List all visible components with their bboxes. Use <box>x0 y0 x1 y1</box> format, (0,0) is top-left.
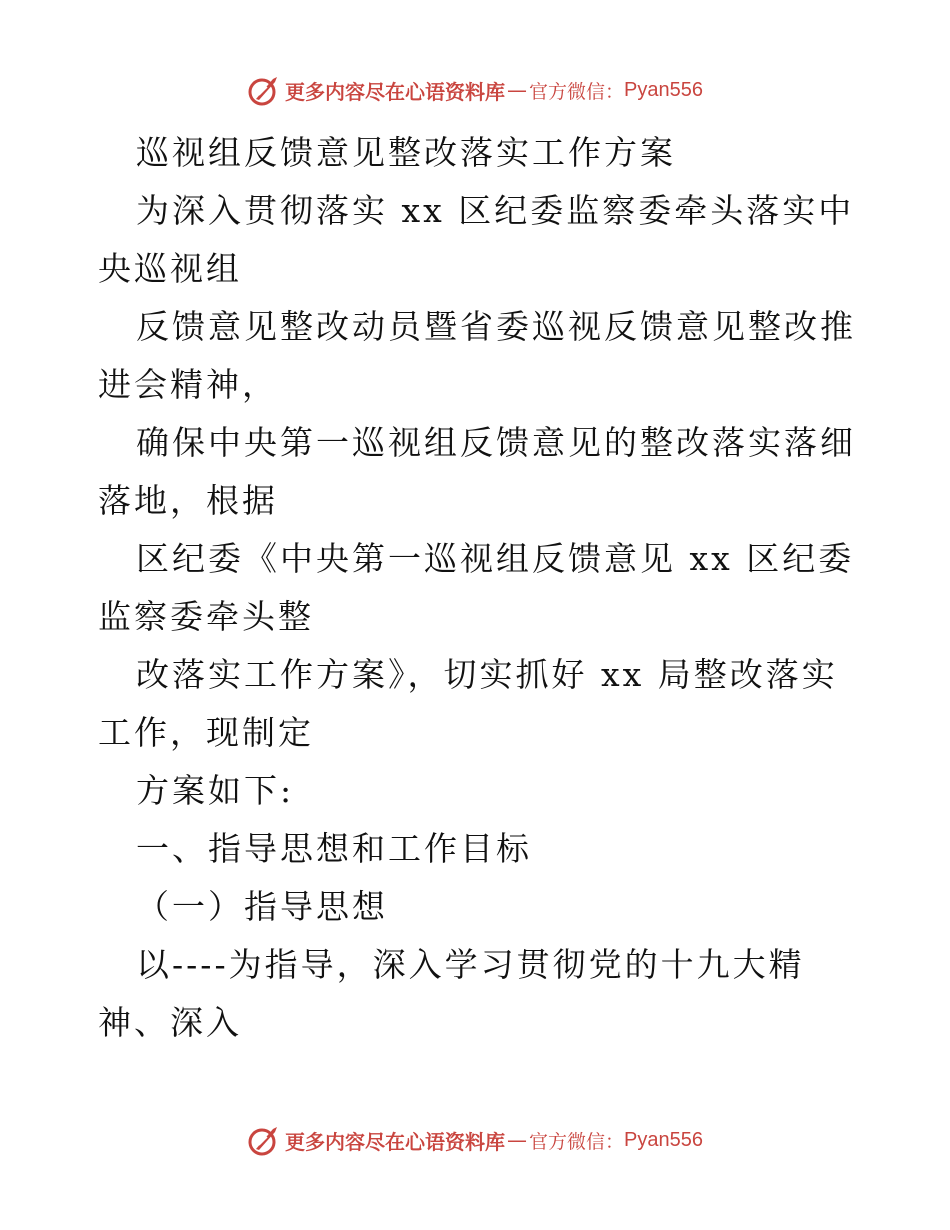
banner-slogan: 更多内容尽在心语资料库 <box>285 1129 505 1154</box>
paragraph: 为深入贯彻落实 xx 区纪委监察委牵头落实中央巡视组 <box>98 191 855 288</box>
banner-wechat-label: 官方微信： <box>529 1130 625 1153</box>
paragraph: 方案如下: <box>136 771 295 810</box>
banner-separator: — <box>507 78 527 102</box>
banner-slogan: 更多内容尽在心语资料库 <box>285 79 505 104</box>
quill-pen-logo-icon <box>247 73 281 107</box>
paragraph: 改落实工作方案》，切实抓好 xx 局整改落实工作，现制定 <box>98 655 838 752</box>
banner-separator: — <box>507 1128 527 1152</box>
footer-banner <box>0 1120 950 1160</box>
header-banner <box>0 70 950 110</box>
document-body <box>98 124 858 1052</box>
subsection-heading: （一）指导思想 <box>136 887 388 926</box>
paragraph: 以----为指导，深入学习贯彻党的十九大精神、深入 <box>98 945 805 1042</box>
paragraph: 反馈意见整改动员暨省委巡视反馈意见整改推进会精神， <box>98 307 856 404</box>
document-title: 巡视组反馈意见整改落实工作方案 <box>136 133 676 172</box>
paragraph: 区纪委《中央第一巡视组反馈意见 xx 区纪委监察委牵头整 <box>98 539 855 636</box>
banner-wechat-label: 官方微信： <box>529 80 625 103</box>
quill-pen-logo-icon <box>247 1123 281 1157</box>
section-heading: 一、指导思想和工作目标 <box>136 829 532 868</box>
banner-wechat-handle: Pyan556 <box>624 78 703 101</box>
paragraph: 确保中央第一巡视组反馈意见的整改落实落细落地，根据 <box>98 423 856 520</box>
banner-wechat-handle: Pyan556 <box>624 1128 703 1151</box>
